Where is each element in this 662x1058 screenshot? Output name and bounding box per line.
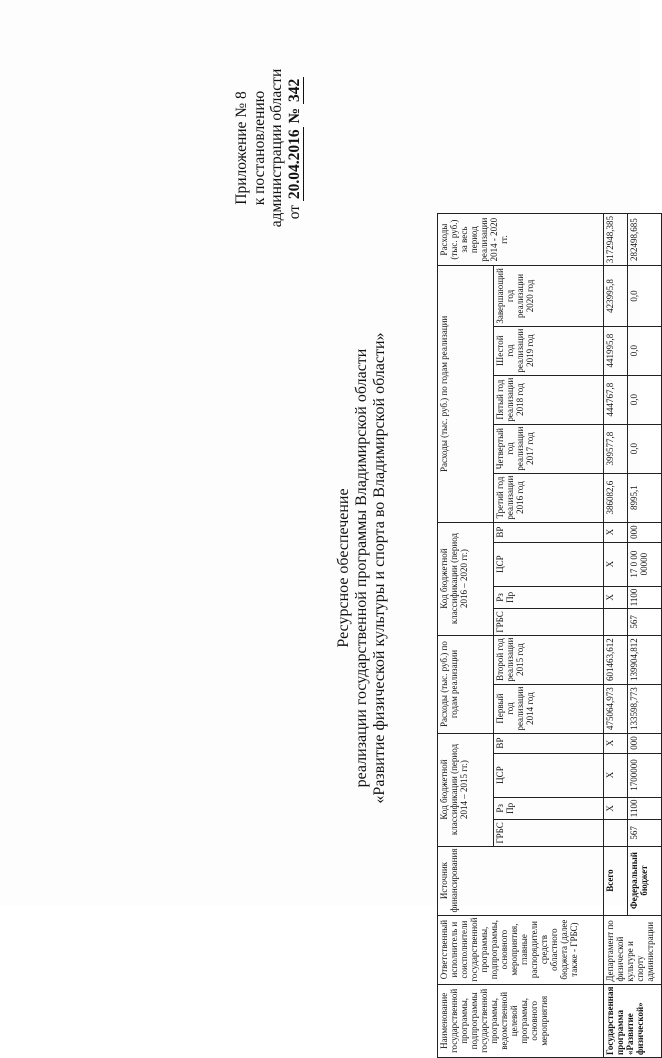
sub-csr-2: ЦСР: [494, 542, 604, 586]
year-2017: Четвертый год реализации 2017 год: [494, 424, 604, 473]
appendix-date: 20.04.2016: [285, 129, 303, 200]
appendix-number: Приложение № 8: [233, 91, 250, 205]
source-federal: Федеральный бюджет: [628, 846, 662, 915]
header-code-2014-2015: Код бюджетной классификации (период 2014 – 2015 гг.): [438, 733, 494, 846]
title-line3: «Развитие физической культуры и спорта во Владимирской области»: [371, 332, 388, 804]
sub-grbs: ГРБС: [494, 820, 604, 846]
cell-grbs: 567: [628, 820, 662, 846]
cell-2020: 423995,8: [604, 266, 628, 326]
cell-2019: 0,0: [628, 326, 662, 375]
cell-2017: 0,0: [628, 424, 662, 473]
cell-2017: 399577,8: [604, 424, 628, 473]
number-prefix: №: [285, 107, 303, 124]
year-2014: Первый год реализации 2014 год: [494, 684, 604, 733]
header-expenses-2016-2020: Расходы (тыс. руб.) по годам реализации: [438, 266, 494, 522]
cell-csr-2: 17 0 00 00000: [628, 542, 662, 586]
sub-grbs-2: ГРБС: [494, 609, 604, 635]
cell-vr: 000: [628, 733, 662, 753]
appendix-date-line: [286, 33, 304, 263]
cell-csr-2: Х: [604, 542, 628, 586]
sub-vr: ВР: [494, 733, 604, 753]
appendix-doc-number: 342: [285, 78, 303, 102]
cell-2018: 444767,8: [604, 375, 628, 424]
header-responsible: Ответственный исполнитель и соисполнители государственной программы, подпрограммы, основного мероприятия, главные распорядители средств областного бюджета (далее также - ГРБС): [438, 915, 604, 984]
sub-rz-pr-2: Рз Пр: [494, 586, 604, 609]
sub-vr-2: ВР: [494, 522, 604, 542]
cell-2016: 386082,6: [604, 473, 628, 522]
cell-csr: 1700000: [628, 753, 662, 797]
sub-rz-pr: Рз Пр: [494, 797, 604, 820]
cell-rz-2: 1100: [628, 586, 662, 609]
cell-2015: 601463,612: [604, 635, 628, 684]
header-name: Наименование государственной программы, подпрограммы государственной программы, ведомственной целевой программы, основного мероприятия: [438, 984, 604, 1057]
cell-vr-2: 000: [628, 522, 662, 542]
cell-vr-2: Х: [604, 522, 628, 542]
header-source: Источник финансирования: [438, 846, 604, 915]
appendix-block: [233, 33, 303, 263]
header-code-2016-2020: Код бюджетной классификации (период 2016 – 2020 гг.): [438, 522, 494, 635]
year-2020: Завершающий год реализации 2020 год: [494, 266, 604, 326]
department-name: Департамент по физической культуре и спорту администрации: [604, 915, 662, 984]
cell-grbs-2: [604, 609, 628, 635]
cell-vr: Х: [604, 733, 628, 753]
cell-2014: 475064,973: [604, 684, 628, 733]
cell-rz: 1100: [628, 797, 662, 820]
year-2018: Пятый год реализации 2018 год: [494, 375, 604, 424]
cell-total: 3172948,385: [604, 213, 628, 265]
cell-2020: 0,0: [628, 266, 662, 326]
cell-rz-2: Х: [604, 586, 628, 609]
date-prefix: от: [285, 204, 303, 220]
cell-grbs-2: 567: [628, 609, 662, 635]
cell-grbs: [604, 820, 628, 846]
cell-2018: 0,0: [628, 375, 662, 424]
year-2015: Второй год реализации 2015 год: [494, 635, 604, 684]
header-total: Расходы (тыс. руб.) за весь период реализации 2014 - 2020 гг.: [438, 213, 604, 265]
cell-2015: 139904,812: [628, 635, 662, 684]
cell-rz: Х: [604, 797, 628, 820]
document-title: [335, 243, 389, 893]
cell-2016: 8995,1: [628, 473, 662, 522]
appendix-line2: к постановлению: [250, 90, 268, 206]
header-expenses-2014-2015: Расходы (тыс. руб.) по годам реализации: [438, 635, 494, 733]
program-name: Государственная программа «Развитие физической»: [604, 984, 662, 1057]
cell-total: 282498,685: [628, 213, 662, 265]
sub-csr: ЦСР: [494, 753, 604, 797]
rotated-sheet: [225, 13, 655, 1055]
source-total: Всего: [604, 846, 628, 915]
appendix-line3: администрации области: [268, 68, 285, 228]
year-2016: Третий год реализации 2016 год: [494, 473, 604, 522]
cell-2019: 441995,8: [604, 326, 628, 375]
year-2019: Шестой год реализации 2019 год: [494, 326, 604, 375]
title-line2: реализации государственной программы Владимирской области: [353, 348, 370, 788]
cell-csr: Х: [604, 753, 628, 797]
cell-2014: 133598,773: [628, 684, 662, 733]
resource-table: [437, 213, 662, 1058]
table-row: [604, 213, 628, 1057]
title-line1: Ресурсное обеспечение: [335, 488, 352, 648]
